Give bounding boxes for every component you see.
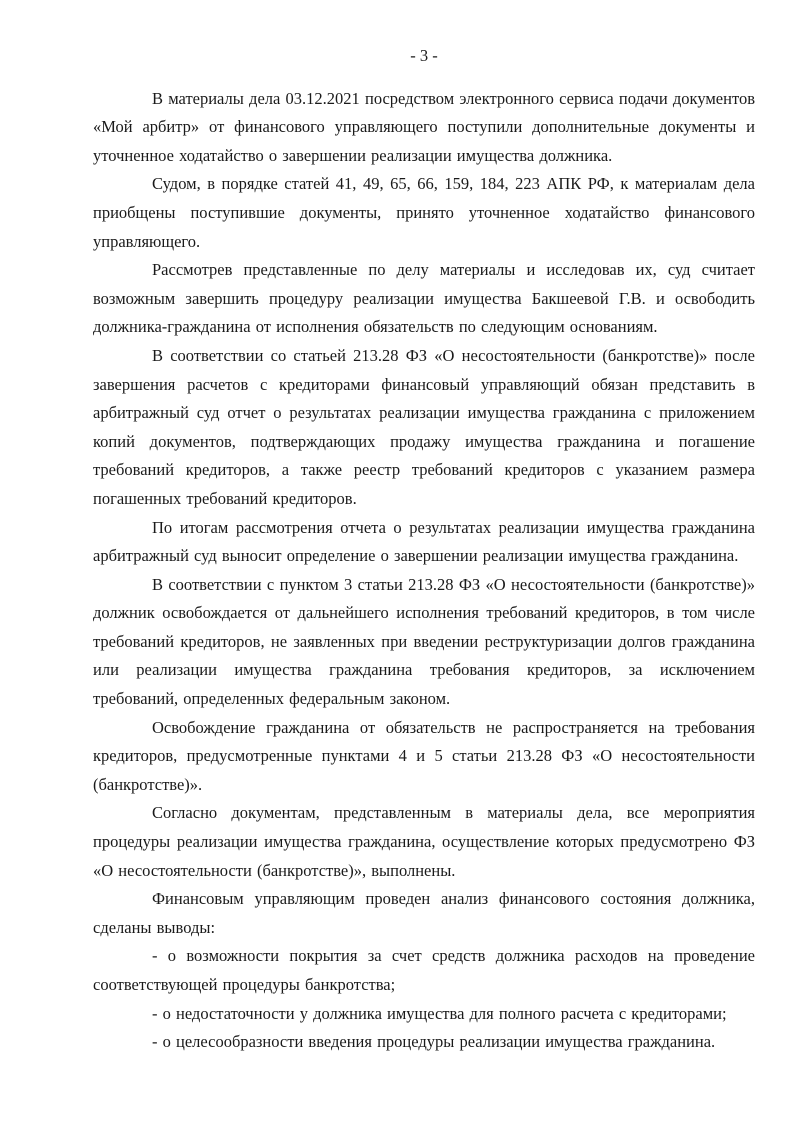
paragraph-intro-documents: В материалы дела 03.12.2021 посредством электронного сервиса подачи документов «Мой арбитр» от финансового управляющего поступили дополнительные документы и уточненное ходатайство о завершении реализации имущества должника. <box>93 88 755 165</box>
paragraph-point-3-release: В соответствии с пунктом 3 статьи 213.28 ФЗ «О несостоятельности (банкротстве)» должник освобождается от дальнейшего исполнения требований кредиторов, в том числе требований кредиторов, не заявленных при введении реструктуризации долгов гражданина или реализации имущества гражданина требования кредиторов, за исключением требований, определенных федеральным законом. <box>93 574 755 709</box>
page-number: - 3 - <box>410 46 438 65</box>
paragraph-court-considers: Рассмотрев представленные по делу материалы и исследовав их, суд считает возможным завершить процедуру реализации имущества Бакшеевой Г.В. и освободить должника-гражданина от исполнения обязательств по следующим основаниям. <box>93 260 755 337</box>
paragraph-financial-analysis: Финансовым управляющим проведен анализ финансового состояния должника, сделаны выводы: <box>93 889 755 937</box>
paragraph-court-attach: Судом, в порядке статей 41, 49, 65, 66, 159, 184, 223 АПК РФ, к материалам дела приобщены поступившие документы, принято уточненное ходатайство финансового управляющего. <box>93 174 755 251</box>
paragraph-release-exceptions: Освобождение гражданина от обязательств не распространяется на требования кредиторов, предусмотренные пунктами 4 и 5 статьи 213.28 ФЗ «О несостоятельности (банкротстве)». <box>93 717 755 794</box>
list-item-coverage-of-expenses: - о возможности покрытия за счет средств должника расходов на проведение соответствующей процедуры банкротства; <box>93 946 755 994</box>
list-item-insufficient-property: - о недостаточности у должника имущества для полного расчета с кредиторами; <box>152 1003 727 1023</box>
paragraph-report-review: По итогам рассмотрения отчета о результатах реализации имущества гражданина арбитражный суд выносит определение о завершении реализации имущества гражданина. <box>93 517 755 566</box>
paragraph-article-213-28: В соответствии со статьей 213.28 ФЗ «О несостоятельности (банкротстве)» после завершения расчетов с кредиторами финансовый управляющий обязан представить в арбитражный суд отчет о результатах реализации имущества гражданина с приложением копий документов, подтверждающих продажу имущества гражданина и погашение требований кредиторов, а также реестр требований кредиторов с указанием размера погашенных требований кредиторов. <box>93 345 755 508</box>
list-item-expediency: - о целесообразности введения процедуры реализации имущества гражданина. <box>152 1032 716 1052</box>
paragraph-procedures-completed: Согласно документам, представленным в материалы дела, все мероприятия процедуры реализации имущества гражданина, осуществление которых предусмотрено ФЗ «О несостоятельности (банкротстве)», выполнены. <box>93 803 755 880</box>
